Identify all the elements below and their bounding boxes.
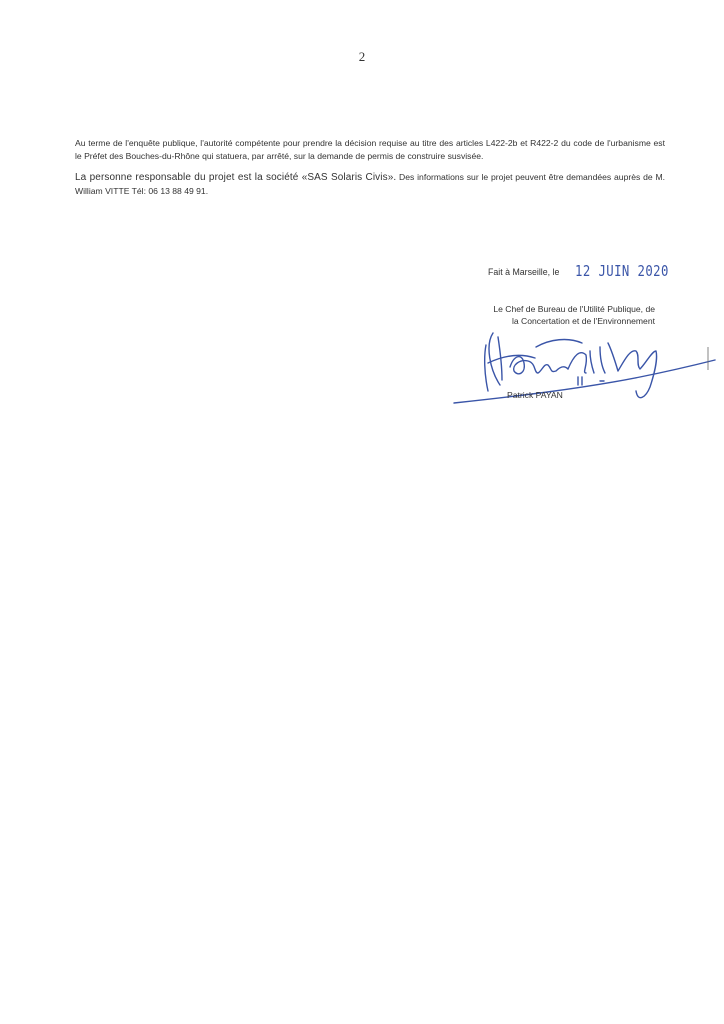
page-number: 2 <box>358 49 366 64</box>
signer-title-line2: la Concertation et de l'Environnement <box>511 316 655 326</box>
paragraph-authority: Au terme de l'enquête publique, l'autorité compétente pour prendre la décision requise au titre des articles L422-2b et R422-2 du code de l'urbanisme est le Préfet des Bouches-du-Rhône qui statuera, par arrêté, sur la demande de permis de construire susvisée. <box>75 138 665 161</box>
date-stamp: 12 JUIN 2020 <box>575 262 669 280</box>
signer-title <box>455 303 655 327</box>
contact-info: Des informations sur le projet peuvent être demandées auprès de M. William VITTE Tél: 06 13 88 49 91. <box>75 172 665 196</box>
paragraph-project-owner <box>75 171 665 197</box>
place-label: Fait à Marseille, le <box>488 267 560 277</box>
signer-name: Patrick PAYAN <box>507 390 563 400</box>
signer-title-line1: Le Chef de Bureau de l'Utilité Publique, de <box>493 304 655 314</box>
project-owner-sentence: La personne responsable du projet est la société «SAS Solaris Civis». <box>75 172 397 183</box>
handwritten-signature <box>440 325 720 415</box>
